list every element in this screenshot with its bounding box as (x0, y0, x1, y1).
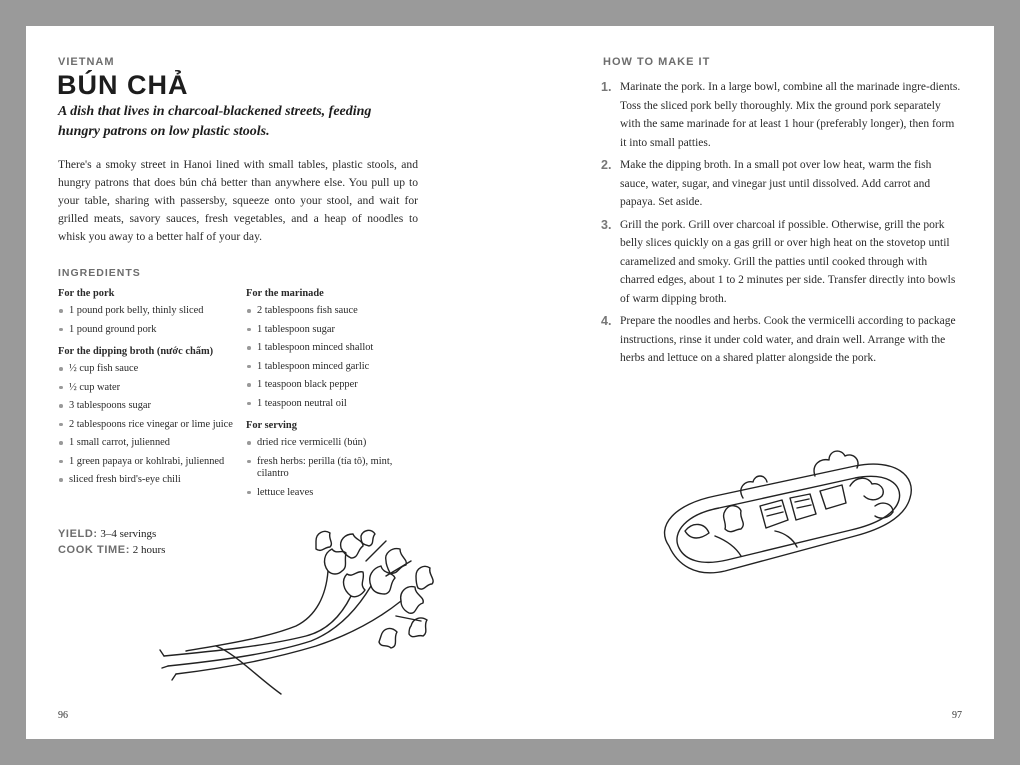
ingredient-item: 3 tablespoons sugar (58, 400, 238, 413)
yield-line (58, 528, 156, 540)
ingredient-list (246, 437, 426, 499)
step-text: Grill the pork. Grill over charcoal if possible. Otherwise, grill the pork belly slices quickly on a gas grill or over high heat on the stovetop until caramelized and smoky. Grill the patties until cooked through with charred edges, about 1 to 2 minutes per side. Transfer directly into bowls of warm dipping broth. (620, 218, 956, 305)
ingredient-item: 1 tablespoon minced garlic (246, 361, 426, 374)
ingredient-item: 1 tablespoon minced shallot (246, 342, 426, 355)
ingredient-group-title: For the marinade (246, 288, 324, 299)
herb-bunch-icon (156, 526, 456, 701)
ingredient-item: fresh herbs: perilla (tía tô), mint, cilantro (246, 456, 426, 481)
ingredient-group-title: For the dipping broth (nước chấm) (58, 346, 214, 357)
ingredient-item: 2 tablespoons rice vinegar or lime juice (58, 419, 238, 432)
region-label: VIETNAM (58, 56, 115, 68)
recipe-title: BÚN CHẢ (57, 70, 189, 100)
ingredient-item: sliced fresh bird's-eye chili (58, 474, 238, 487)
page-number-right: 97 (952, 710, 962, 721)
left-page (26, 26, 510, 739)
ingredient-group-title: For serving (246, 420, 297, 431)
step-item (601, 312, 961, 368)
cook-time-value: 2 hours (132, 544, 166, 556)
ingredient-item: 1 small carrot, julienned (58, 437, 238, 450)
ingredient-item: ½ cup water (58, 382, 238, 395)
step-item (601, 216, 961, 309)
intro-paragraph: There's a smoky street in Hanoi lined with small tables, plastic stools, and hungry patrons that does bún chả better than anywhere else. You pull up to your table, sharing with passersby, squeeze onto your stool, and wait for grilled meats, savory sauces, fresh vegetables, and a heap of noodles to whisk you away to a better half of your day. (58, 158, 418, 243)
step-item (601, 156, 961, 212)
ingredients-column-2 (246, 288, 426, 509)
ingredient-item: 1 tablespoon sugar (246, 324, 426, 337)
ingredient-item: 2 tablespoons fish sauce (246, 305, 426, 318)
step-number: 4. (601, 314, 612, 328)
ingredient-group-title: For the pork (58, 288, 115, 299)
ingredient-item: 1 pound ground pork (58, 324, 238, 337)
step-item (601, 78, 961, 152)
ingredient-item: ½ cup fish sauce (58, 363, 238, 376)
ingredient-item: lettuce leaves (246, 487, 426, 500)
ingredient-item: 1 green papaya or kohlrabi, julienned (58, 456, 238, 469)
recipe-subtitle: A dish that lives in charcoal-blackened streets, feeding hungry patrons on low plastic stools. (58, 104, 372, 139)
steps-list (601, 78, 961, 372)
page-number-left: 96 (58, 710, 68, 721)
ingredient-item: dried rice vermicelli (bún) (246, 437, 426, 450)
step-text: Make the dipping broth. In a small pot over low heat, warm the fish sauce, water, sugar, and vinegar just until dissolved. Add carrot and papaya. Set aside. (620, 159, 932, 208)
ingredient-item: 1 teaspoon neutral oil (246, 398, 426, 411)
step-text: Prepare the noodles and herbs. Cook the vermicelli according to package instructions, rinse it under cold water, and drain well. Arrange with the herbs and lettuce on a shared platter alongside the pork. (620, 315, 956, 364)
yield-value: 3–4 servings (100, 528, 157, 540)
ingredient-list (246, 305, 426, 410)
cook-time-label: COOK TIME: (58, 544, 130, 556)
yield-label: YIELD: (58, 528, 98, 540)
step-text: Marinate the pork. In a large bowl, combine all the marinade ingre-dients. Toss the sliced pork belly thoroughly. Mix the ground pork separately with the same marinade for at least 1 hour (preferably longer), then form it into small patties. (620, 81, 961, 149)
ingredients-column-1 (58, 288, 238, 497)
cook-time-line (58, 544, 165, 556)
ingredient-list (58, 363, 238, 487)
step-number: 3. (601, 217, 612, 232)
ingredients-heading: INGREDIENTS (58, 267, 141, 279)
right-page (510, 26, 994, 739)
ingredient-item: 1 pound pork belly, thinly sliced (58, 305, 238, 318)
step-number: 2. (601, 158, 612, 172)
ingredient-item: 1 teaspoon black pepper (246, 379, 426, 392)
how-to-heading: HOW TO MAKE IT (603, 56, 711, 68)
ingredient-list (58, 305, 238, 336)
step-number: 1. (601, 80, 612, 94)
sandwich-icon (655, 436, 925, 586)
